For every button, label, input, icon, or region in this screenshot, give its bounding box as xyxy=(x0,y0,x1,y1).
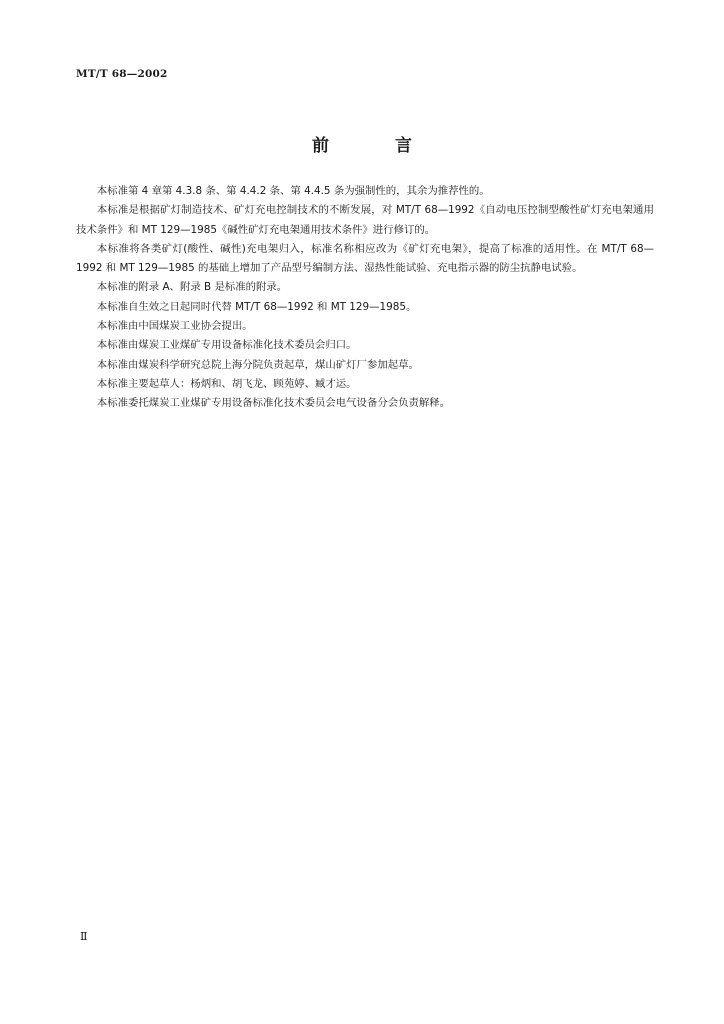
foreword-body xyxy=(76,182,654,414)
page-number: Ⅱ xyxy=(80,930,88,943)
paragraph-drafters: 本标准主要起草人：杨炳和、胡飞龙、顾苑婷、臧才运。 xyxy=(96,377,357,390)
page-title: 前 言 xyxy=(312,136,442,156)
paragraph-annexes: 本标准的附录 A、附录 B 是标准的附录。 xyxy=(96,281,288,294)
paragraph-drafting-units: 本标准由煤炭科学研究总院上海分院负责起草，煤山矿灯厂参加起草。 xyxy=(96,358,419,371)
paragraph-revision-basis: 本标准是根据矿灯制造技术、矿灯充电控制技术的不断发展，对 MT/T 68—1992《自动电压控制型酸性矿灯充电架通用技术条件》和 MT 129—1985《碱性矿灯充电架通用技术条件》进行修订的。 xyxy=(76,204,654,236)
paragraph-responsible-committee: 本标准由煤炭工业煤矿专用设备标准化技术委员会归口。 xyxy=(96,339,357,352)
paragraph-interpretation: 本标准委托煤炭工业煤矿专用设备标准化技术委员会电气设备分会负责解释。 xyxy=(96,397,451,410)
paragraph-replacement: 本标准自生效之日起同时代替 MT/T 68—1992 和 MT 129—1985。 xyxy=(96,300,417,313)
paragraph-scope-change: 本标准将各类矿灯(酸性、碱性)充电架归入，标准名称相应改为《矿灯充电架》，提高了标准的适用性。在 MT/T 68—1992 和 MT 129—1985 的基础上增加了产品型号编制方法、湿热性能试验、充电指示器的防尘抗静电试验。 xyxy=(76,242,654,275)
standard-code: MT/T 68—2002 xyxy=(76,68,168,80)
paragraph-mandatory-clauses: 本标准第 4 章第 4.3.8 条、第 4.4.2 条、第 4.4.5 条为强制性的，其余为推荐性的。 xyxy=(96,185,490,197)
paragraph-proposer: 本标准由中国煤炭工业协会提出。 xyxy=(96,320,253,333)
